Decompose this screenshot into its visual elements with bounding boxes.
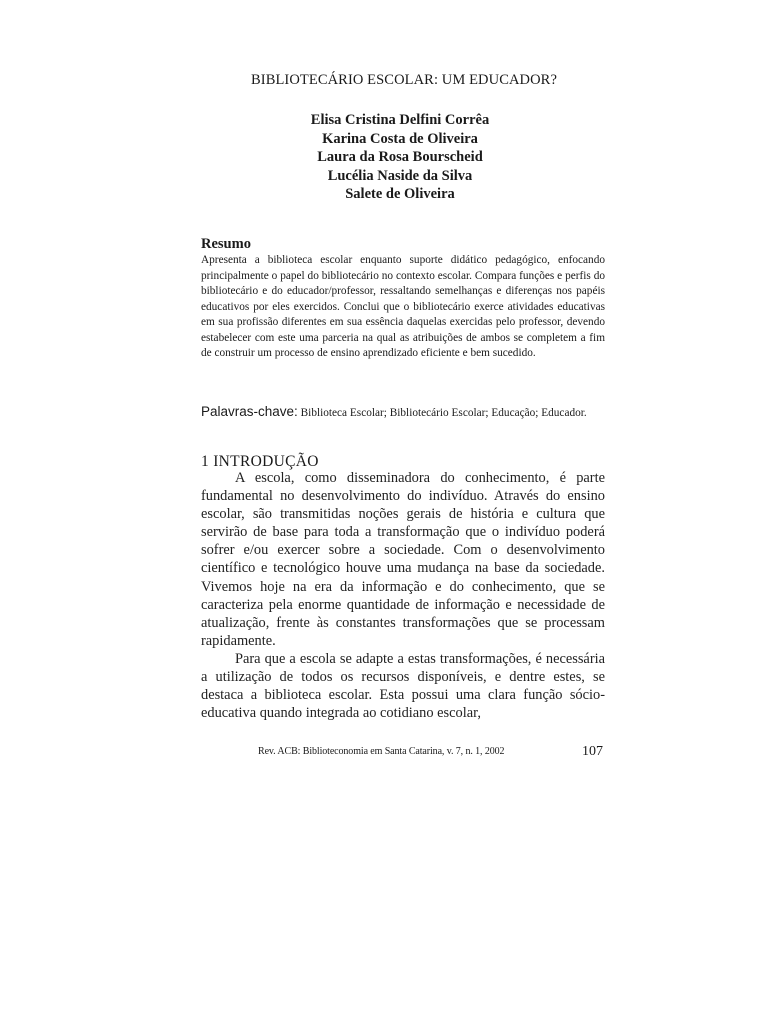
journal-citation: Rev. ACB: Biblioteconomia em Santa Catarina, v. 7, n. 1, 2002 (258, 746, 505, 757)
abstract-heading: Resumo (201, 236, 251, 252)
keywords-label: Palavras-chave (201, 404, 295, 419)
author-name: Karina Costa de Oliveira (322, 130, 478, 147)
author-list (0, 111, 768, 204)
author-name: Elisa Cristina Delfini Corrêa (310, 112, 490, 128)
author-name: Lucélia Naside da Silva (327, 167, 473, 184)
abstract-text: Apresenta a biblioteca escolar enquanto suporte didático pedagógico, enfocando principalmente o papel do bibliotecário no contexto escolar. Compara funções e perfis do bibliotecário e do educador/professor, ressaltando semelhanças e diferenças nos papéis educativos por eles exercidos. Conclui que o bibliotecário exerce atividades educativas em sua profissão diferentes em sua essência daquelas exercidas pelo professor, devendo estabelecer com este uma parceria na qual as atribuições de ambos se completem a fim de construir um processo de ensino aprendizado eficiente e bem sucedido. (201, 254, 605, 359)
section-heading: 1 INTRODUÇÃO (201, 453, 319, 470)
keywords (201, 404, 605, 421)
author-name: Laura da Rosa Bourscheid (317, 149, 483, 165)
keywords-text: Biblioteca Escolar; Bibliotecário Escolar; Educação; Educador. (300, 407, 587, 419)
paper-title: BIBLIOTECÁRIO ESCOLAR: UM EDUCADOR? (251, 72, 557, 88)
page-number: 107 (582, 744, 603, 759)
keywords-separator: : (294, 404, 298, 419)
paragraph: Para que a escola se adapte a estas transformações, é necessária a utilização de todos os recursos disponíveis, e dentre estes, se destaca a biblioteca escolar. Esta possui uma clara função sócio-educativa quando integrada ao cotidiano escolar, (201, 650, 605, 722)
author-name: Salete de Oliveira (345, 186, 455, 202)
section-body (201, 469, 605, 722)
paragraph: A escola, como disseminadora do conhecimento, é parte fundamental no desenvolvimento do indivíduo. Através do ensino escolar, são transmitidas noções gerais de história e cultura que servirão de base para toda a transformação que o indivíduo poderá sofrer e/ou exercer sobre a sociedade. Com o desenvolvimento científico e tecnológico houve uma mudança na base da sociedade. Vivemos hoje na era da informação e do conhecimento, que se caracteriza pela enorme quantidade de informação e necessidade de atualização, frente às constantes transformações que se processam rapidamente. (201, 470, 605, 649)
